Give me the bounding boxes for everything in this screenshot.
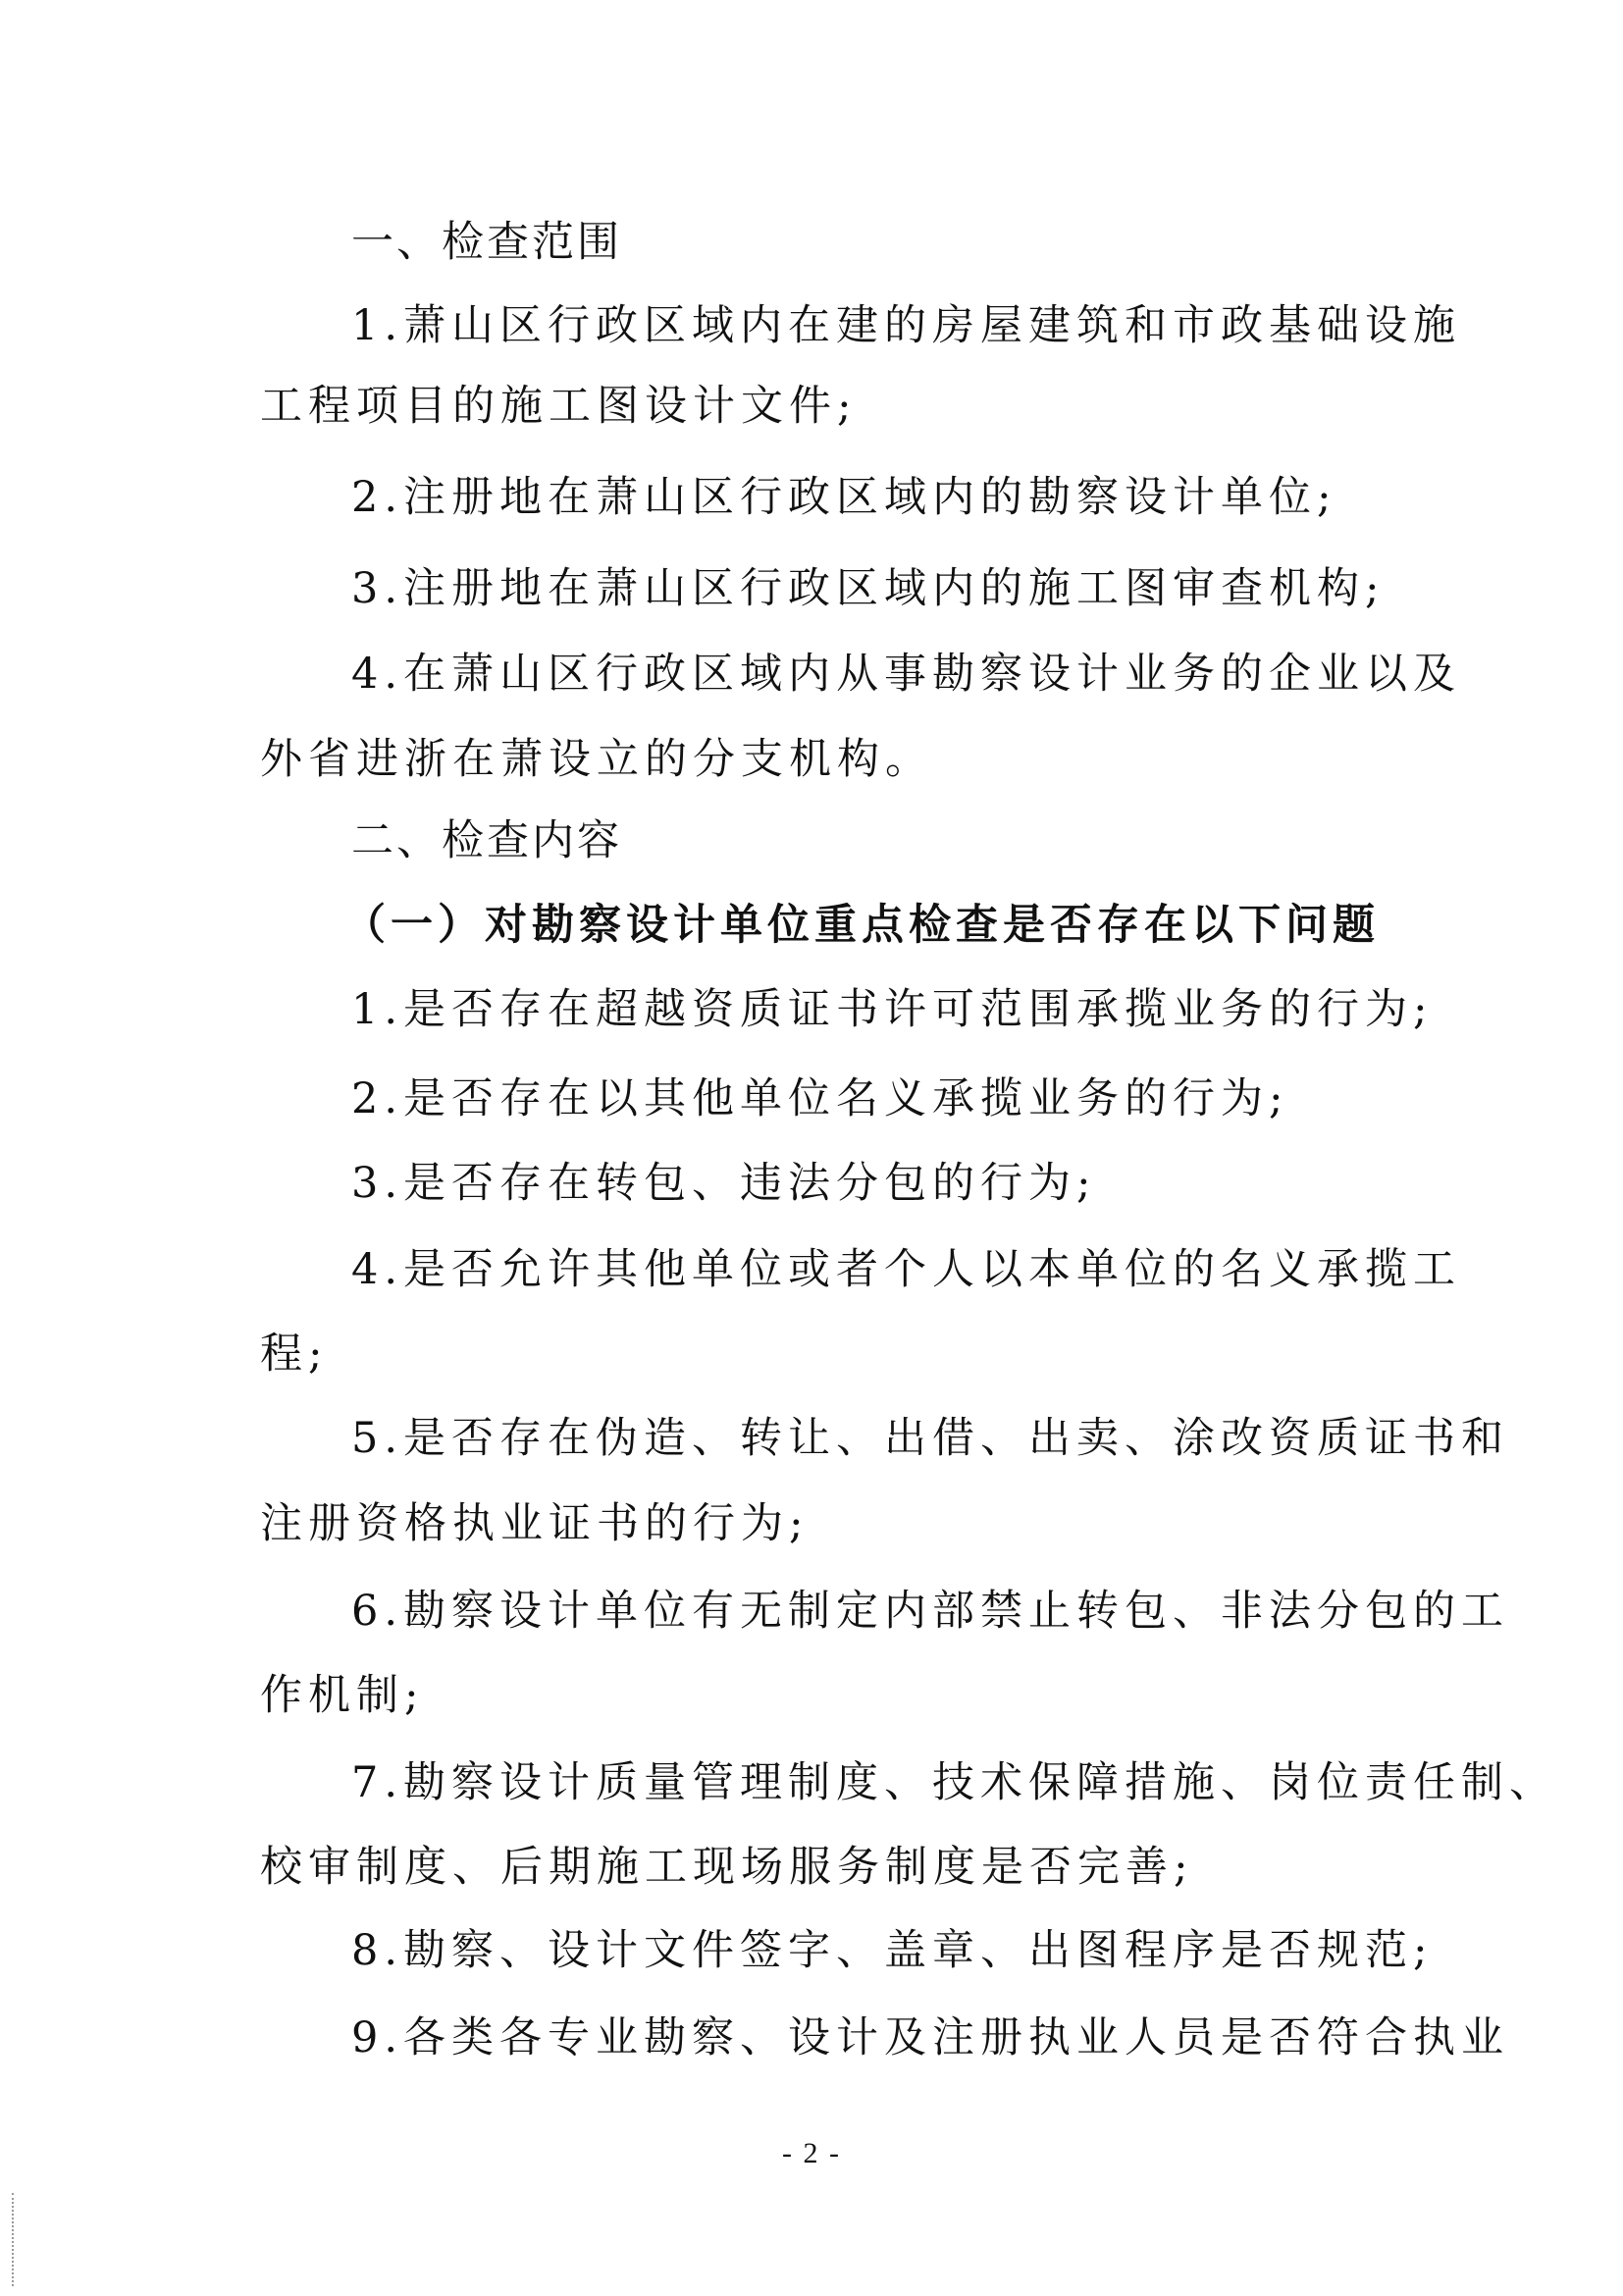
check-item-6-line-2: 作机制;: [260, 1671, 425, 1720]
check-item-5-line-2: 注册资格执业证书的行为;: [260, 1499, 810, 1548]
check-item-9: 9.各类各专业勘察、设计及注册执业人员是否符合执业: [351, 2013, 1510, 2062]
page-number: - 2 -: [782, 2137, 841, 2169]
check-item-7-line-1: 7.勘察设计质量管理制度、技术保障措施、岗位责任制、: [351, 1758, 1558, 1807]
subsection-heading: （一）对勘察设计单位重点检查是否存在以下问题: [343, 901, 1380, 950]
section-heading-content: 二、检查内容: [351, 816, 622, 865]
check-item-7-line-2: 校审制度、后期施工现场服务制度是否完善;: [260, 1843, 1194, 1892]
check-item-4-line-2: 程;: [260, 1330, 329, 1379]
scope-item-1-line-2: 工程项目的施工图设计文件;: [260, 382, 858, 431]
scope-item-1-line-1: 1.萧山区行政区域内在建的房屋建筑和市政基础设施: [351, 301, 1462, 350]
scope-item-4-line-2: 外省进浙在萧设立的分支机构。: [260, 735, 933, 784]
check-item-6-line-1: 6.勘察设计单位有无制定内部禁止转包、非法分包的工: [351, 1587, 1510, 1636]
check-item-3: 3.是否存在转包、违法分包的行为;: [351, 1159, 1097, 1208]
scan-edge-mark: [12, 2193, 14, 2286]
check-item-1: 1.是否存在超越资质证书许可范围承揽业务的行为;: [351, 985, 1434, 1034]
scope-item-3: 3.注册地在萧山区行政区域内的施工图审查机构;: [351, 564, 1386, 613]
scope-item-4-line-1: 4.在萧山区行政区域内从事勘察设计业务的企业以及: [351, 650, 1462, 699]
check-item-2: 2.是否存在以其他单位名义承揽业务的行为;: [351, 1074, 1289, 1123]
check-item-5-line-1: 5.是否存在伪造、转让、出借、出卖、涂改资质证书和: [351, 1414, 1510, 1463]
scope-item-2: 2.注册地在萧山区行政区域内的勘察设计单位;: [351, 473, 1337, 522]
check-item-8: 8.勘察、设计文件签字、盖章、出图程序是否规范;: [351, 1926, 1434, 1975]
section-heading-scope: 一、检查范围: [351, 218, 622, 267]
check-item-4-line-1: 4.是否允许其他单位或者个人以本单位的名义承揽工: [351, 1245, 1462, 1294]
